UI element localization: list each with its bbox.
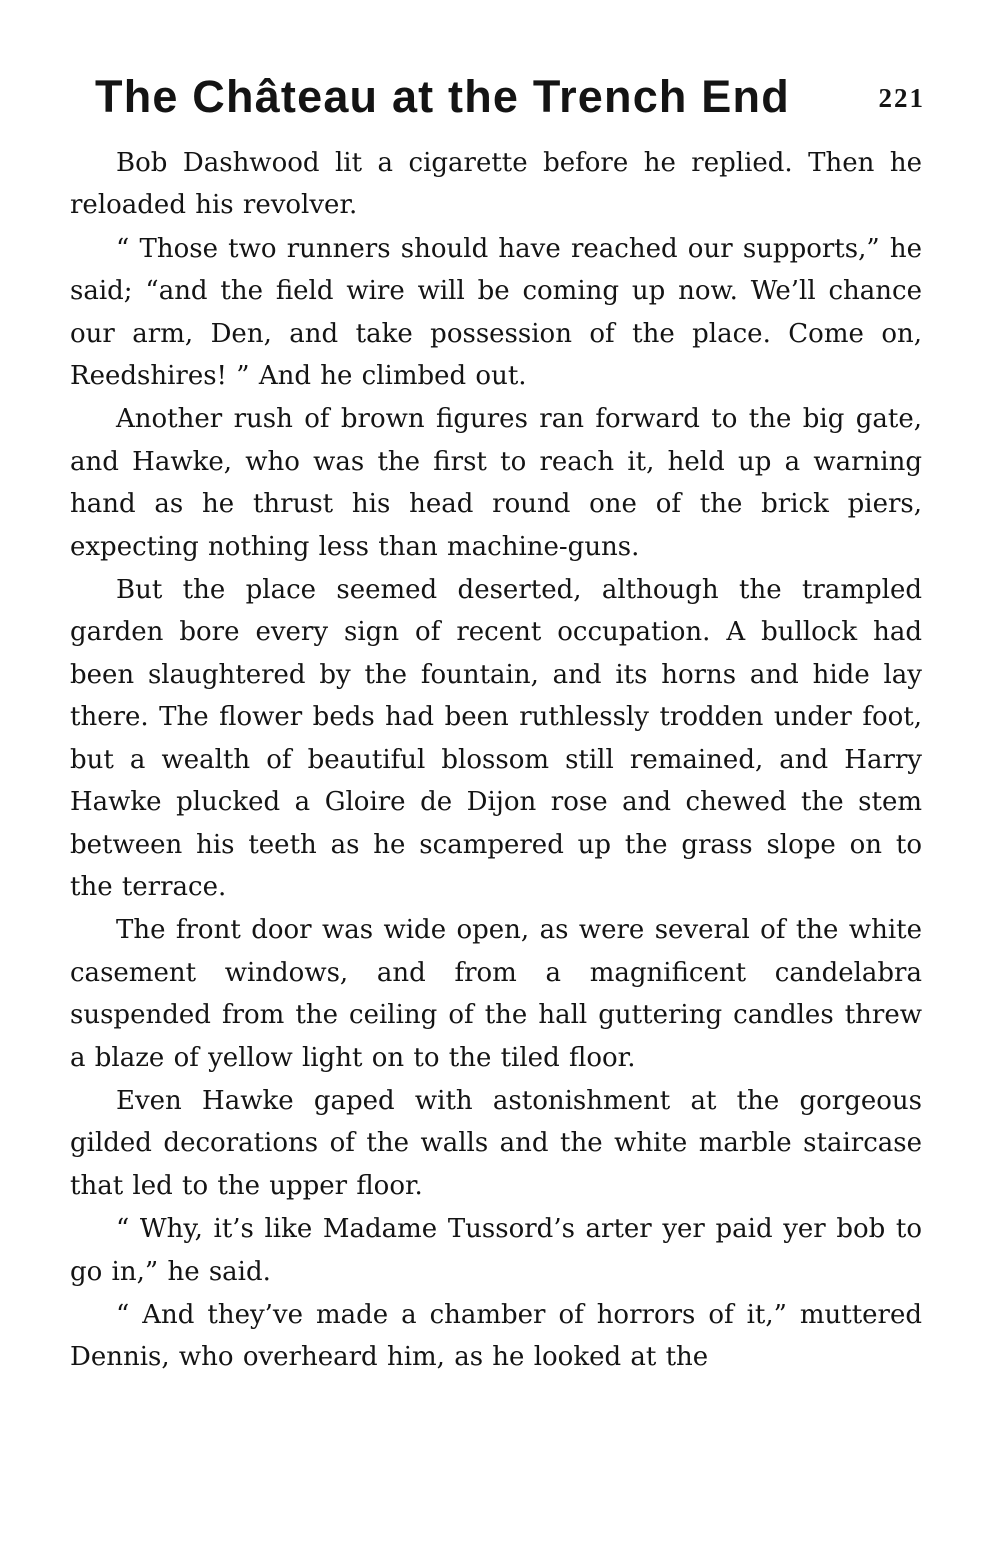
running-head [95,66,925,136]
book-title: The Château at the Trench End [95,71,790,122]
paragraph: The front door was wide open, as were several of the white casement windows, and from a magnificent candelabra suspended from the ceiling of the hall guttering candles threw a blaze of yellow light on to the tiled floor. [70,915,922,1073]
body-text [70,142,922,1380]
paragraph: “ And they’ve made a chamber of horrors of it,” muttered Dennis, who overheard him, as he looked at the [70,1299,922,1373]
page-number: 221 [878,83,925,113]
paragraph: Another rush of brown figures ran forward to the big gate, and Hawke, who was the first to reach it, held up a warning hand as he thrust his head round one of the brick piers, expecting nothing less than machine-guns. [70,404,922,562]
paragraph: Even Hawke gaped with astonishment at the gorgeous gilded decorations of the walls and the white marble staircase that led to the upper floor. [70,1085,922,1201]
paragraph: But the place seemed deserted, although the trampled garden bore every sign of recent occupation. A bullock had been slaughtered by the fountain, and its horns and hide lay there. The flower beds had been ruthlessly trodden under foot, but a wealth of beautiful blossom still remained, and Harry Hawke plucked a Gloire de Dijon rose and chewed the stem between his teeth as he scampered up the grass slope on to the terrace. [70,575,922,902]
paragraph: “ Those two runners should have reached our supports,” he said; “and the field wire will be coming up now. We’ll chance our arm, Den, and take possession of the place. Come on, Reedshires! ” And he climbed out. [70,233,922,392]
paragraph: “ Why, it’s like Madame Tussord’s arter yer paid yer bob to go in,” he said. [70,1214,922,1287]
paragraph: Bob Dashwood lit a cigarette before he replied. Then he reloaded his revolver. [70,148,922,221]
